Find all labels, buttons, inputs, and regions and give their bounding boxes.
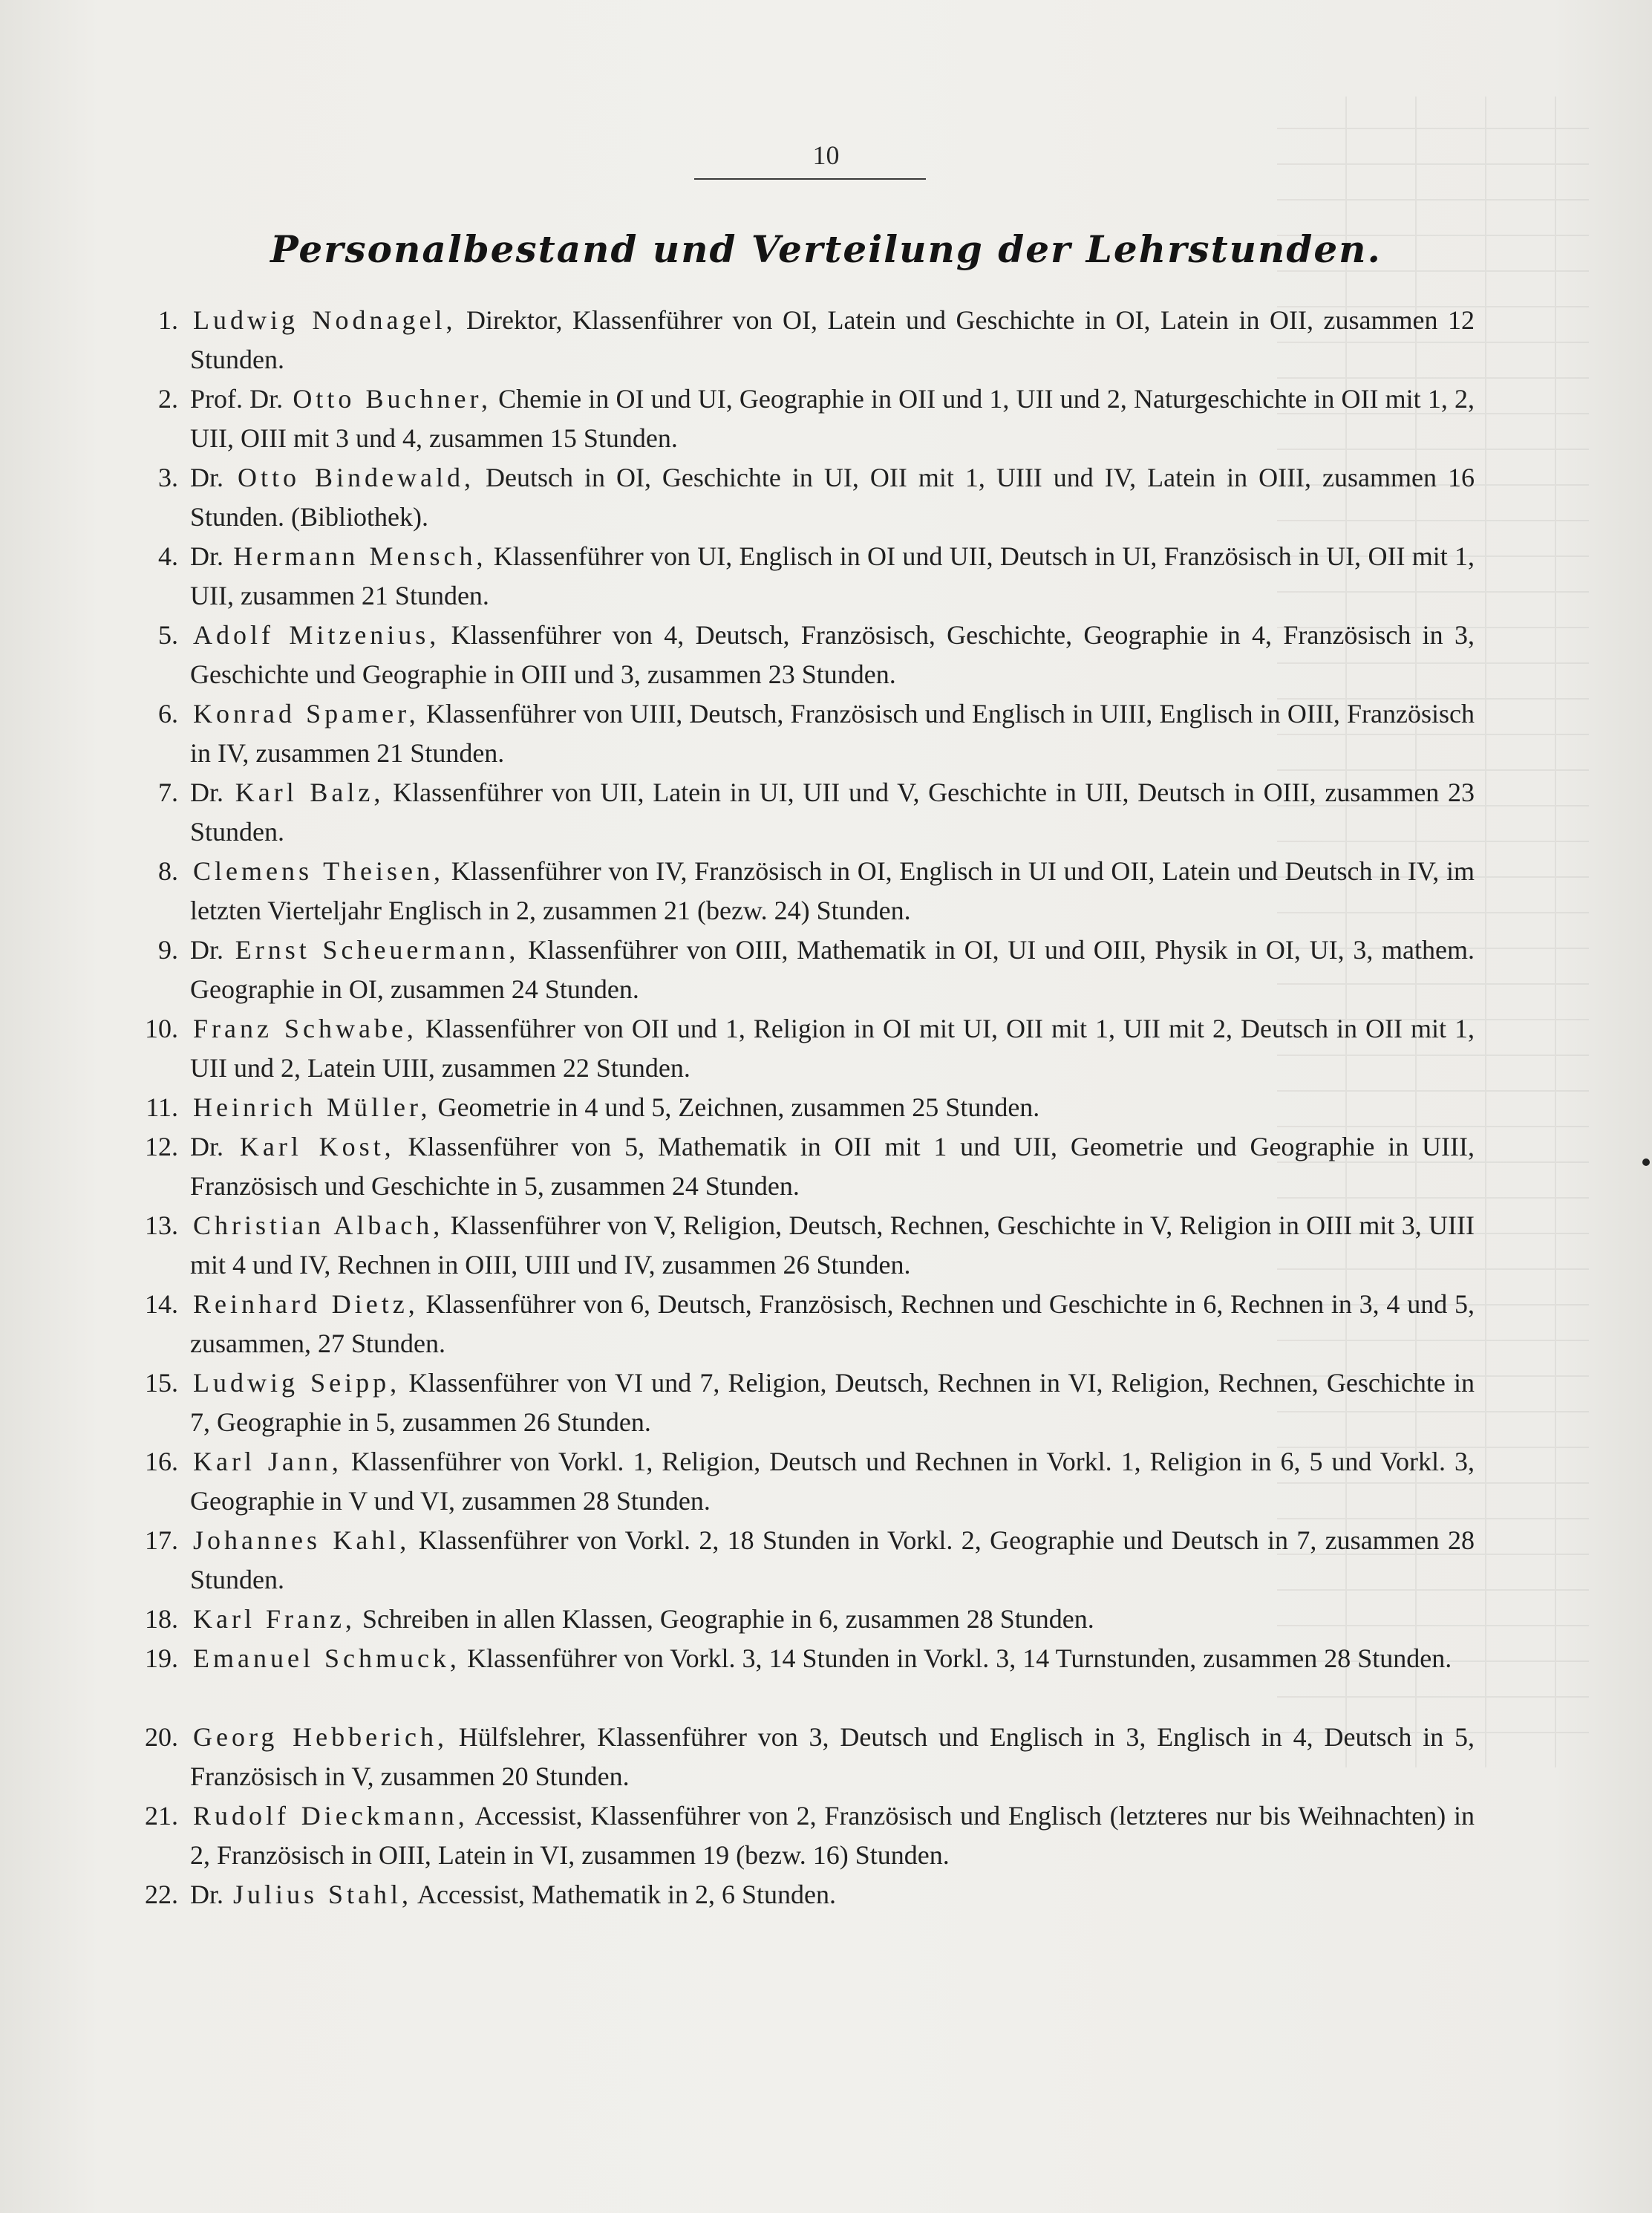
entry-name: Hermann Mensch, (233, 541, 487, 571)
entry-description: Klassenführer von VI und 7, Religion, Deutsch, Rechnen in VI, Religion, Rechnen, Geschichte in 7, Geographie in 5, zusammen 26 Stunden. (190, 1368, 1475, 1437)
entry-text (190, 616, 1475, 694)
entry-text (190, 458, 1475, 537)
entry-number: 10. (145, 1014, 178, 1043)
entry-description: Klassenführer von UI, Englisch in OI und UII, Deutsch in UI, Französisch in UI, OII mit 1, UII, zusammen 21 Stunden. (190, 541, 1475, 610)
entry-name: Ludwig Seipp, (193, 1368, 401, 1398)
entry-name: Konrad Spamer, (193, 699, 419, 729)
entry-number: 4. (158, 541, 178, 571)
entry-prefix: Dr. (190, 935, 223, 965)
entry-prefix: Dr. (190, 778, 223, 807)
entry-number: 15. (145, 1368, 178, 1398)
entry-text (190, 1088, 1475, 1127)
page-number-rule (694, 178, 926, 180)
entry-name: Karl Balz, (235, 778, 385, 807)
page-number: 10 (812, 140, 840, 170)
entry-description: Direktor, Klassenführer von OI, Latein und Geschichte in OI, Latein in OII, zusammen 12 Stunden. (190, 305, 1475, 374)
entry-text (190, 1442, 1475, 1521)
entry-text (190, 1718, 1475, 1796)
staff-entry-13 (0, 1206, 1652, 1285)
entry-name: Karl Kost, (239, 1132, 395, 1161)
entry-name: Franz Schwabe, (193, 1014, 417, 1043)
entry-description: Accessist, Klassenführer von 2, Französisch und Englisch (letzteres nur bis Weihnachten) in 2, Französisch in OIII, Latein in VI, zusammen 19 (bezw. 16) Stunden. (190, 1801, 1475, 1870)
page-title: Personalbestand und Verteilung der Lehrstunden. (270, 227, 1382, 271)
entry-name: Ludwig Nodnagel, (193, 305, 457, 335)
entry-description: Deutsch in OI, Geschichte in UI, OII mit 1, UIII und IV, Latein in OIII, zusammen 16 Stunden. (Bibliothek). (190, 463, 1475, 532)
entry-number: 5. (158, 620, 178, 650)
entry-prefix: Dr. (190, 541, 223, 571)
staff-entry-3 (0, 458, 1652, 537)
entry-number: 1. (158, 305, 178, 335)
entry-description: Klassenführer von Vorkl. 1, Religion, Deutsch und Rechnen in Vorkl. 1, Religion in 6, 5 und Vorkl. 3, Geographie in V und VI, zusammen 28 Stunden. (190, 1447, 1475, 1516)
staff-entry-22 (0, 1875, 1652, 1914)
entry-description: Klassenführer von 4, Deutsch, Französisch, Geschichte, Geographie in 4, Französisch in 3, Geschichte und Geographie in OIII und 3, zusammen 23 Stunden. (190, 620, 1475, 689)
entry-number: 16. (145, 1447, 178, 1476)
staff-entry-21 (0, 1796, 1652, 1875)
entry-number: 20. (145, 1722, 178, 1752)
staff-entry-8 (0, 852, 1652, 930)
entry-name: Ernst Scheuermann, (235, 935, 520, 965)
entry-name: Georg Hebberich, (193, 1722, 448, 1752)
entry-number: 13. (145, 1210, 178, 1240)
staff-list (0, 301, 1652, 1914)
staff-entry-16 (0, 1442, 1652, 1521)
entry-text (190, 1875, 1475, 1914)
entry-name: Emanuel Schmuck, (193, 1643, 460, 1673)
entry-name: Clemens Theisen, (193, 856, 445, 886)
staff-entry-19 (0, 1639, 1652, 1718)
staff-entry-15 (0, 1363, 1652, 1442)
entry-name: Adolf Mitzenius, (193, 620, 440, 650)
entry-description: Chemie in OI und UI, Geographie in OII und 1, UII und 2, Naturgeschichte in OII mit 1, 2, UII, OIII mit 3 und 4, zusammen 15 Stunden. (190, 384, 1475, 453)
entry-prefix: Dr. (190, 1880, 223, 1909)
staff-entry-14 (0, 1285, 1652, 1363)
entry-number: 19. (145, 1643, 178, 1673)
entry-description: Klassenführer von Vorkl. 2, 18 Stunden in Vorkl. 2, Geographie und Deutsch in 7, zusammen 28 Stunden. (190, 1525, 1475, 1594)
entry-prefix: Prof. Dr. (190, 384, 284, 414)
entry-description: Klassenführer von 5, Mathematik in OII mit 1 und UII, Geometrie und Geographie in UIII, Französisch und Geschichte in 5, zusammen 24 Stunden. (190, 1132, 1475, 1201)
entry-number: 9. (158, 935, 178, 965)
staff-entry-7 (0, 773, 1652, 852)
entry-text (190, 930, 1475, 1009)
entry-name: Heinrich Müller, (193, 1092, 431, 1122)
entry-description: Geometrie in 4 und 5, Zeichnen, zusammen 25 Stunden. (437, 1092, 1040, 1122)
entry-name: Otto Bindewald, (238, 463, 474, 492)
entry-description: Accessist, Mathematik in 2, 6 Stunden. (417, 1880, 836, 1909)
entry-number: 14. (145, 1289, 178, 1319)
entry-text (190, 773, 1475, 852)
entry-prefix: Dr. (190, 1132, 223, 1161)
entry-number: 21. (145, 1801, 178, 1831)
entry-name: Rudolf Dieckmann, (193, 1801, 468, 1831)
staff-entry-18 (0, 1600, 1652, 1639)
entry-text (190, 1363, 1475, 1442)
margin-ink-dot (1642, 1158, 1650, 1166)
entry-number: 18. (145, 1604, 178, 1634)
entry-text (190, 1600, 1475, 1639)
entry-name: Julius Stahl, (233, 1880, 413, 1909)
entry-description: Hülfslehrer, Klassenführer von 3, Deutsch und Englisch in 3, Englisch in 4, Deutsch in 5, Französisch in V, zusammen 20 Stunden. (190, 1722, 1475, 1791)
entry-text (190, 1796, 1475, 1875)
entry-text (190, 1206, 1475, 1285)
entry-number: 8. (158, 856, 178, 886)
entry-name: Karl Jann, (193, 1447, 342, 1476)
staff-entry-6 (0, 694, 1652, 773)
staff-entry-20 (0, 1718, 1652, 1796)
entry-description: Klassenführer von UIII, Deutsch, Französisch und Englisch in UIII, Englisch in OIII, Französisch in IV, zusammen 21 Stunden. (190, 699, 1475, 768)
entry-number: 2. (158, 384, 178, 414)
entry-text (190, 379, 1475, 458)
entry-name: Karl Franz, (193, 1604, 356, 1634)
staff-entry-12 (0, 1127, 1652, 1206)
entry-description: Schreiben in allen Klassen, Geographie in 6, zusammen 28 Stunden. (362, 1604, 1094, 1634)
entry-description: Klassenführer von OII und 1, Religion in OI mit UI, OII mit 1, UII mit 2, Deutsch in OII mit 1, UII und 2, Latein UIII, zusammen 22 Stunden. (190, 1014, 1475, 1083)
staff-entry-1 (0, 301, 1652, 379)
entry-text (190, 852, 1475, 930)
staff-entry-17 (0, 1521, 1652, 1600)
staff-entry-10 (0, 1009, 1652, 1088)
staff-entry-2 (0, 379, 1652, 458)
entry-description: Klassenführer von 6, Deutsch, Französisch, Rechnen und Geschichte in 6, Rechnen in 3, 4 und 5, zusammen, 27 Stunden. (190, 1289, 1475, 1358)
entry-description: Klassenführer von OIII, Mathematik in OI, UI und OIII, Physik in OI, UI, 3, mathem. Geographie in OI, zusammen 24 Stunden. (190, 935, 1475, 1004)
entry-description: Klassenführer von IV, Französisch in OI, Englisch in UI und OII, Latein und Deutsch in IV, im letzten Vierteljahr Englisch in 2, zusammen 21 (bezw. 24) Stunden. (190, 856, 1475, 925)
entry-text (190, 301, 1475, 379)
entry-text (190, 1285, 1475, 1363)
entry-text (190, 694, 1475, 773)
entry-number: 3. (158, 463, 178, 492)
entry-number: 22. (145, 1880, 178, 1909)
staff-entry-4 (0, 537, 1652, 616)
entry-description: Klassenführer von V, Religion, Deutsch, Rechnen, Geschichte in V, Religion in OIII mit 3, UIII mit 4 und IV, Rechnen in OIII, UIII und IV, zusammen 26 Stunden. (190, 1210, 1475, 1280)
entry-name: Johannes Kahl, (193, 1525, 411, 1555)
entry-description: Klassenführer von UII, Latein in UI, UII und V, Geschichte in UII, Deutsch in OIII, zusammen 23 Stunden. (190, 778, 1475, 847)
entry-text (190, 1639, 1475, 1678)
entry-number: 12. (145, 1132, 178, 1161)
entry-number: 6. (158, 699, 178, 729)
entry-text (190, 1521, 1475, 1600)
staff-entry-11 (0, 1088, 1652, 1127)
entry-description: Klassenführer von Vorkl. 3, 14 Stunden in Vorkl. 3, 14 Turnstunden, zusammen 28 Stunden. (466, 1643, 1452, 1673)
entry-text (190, 1127, 1475, 1206)
entry-number: 17. (145, 1525, 178, 1555)
entry-name: Reinhard Dietz, (193, 1289, 419, 1319)
entry-name: Otto Buchner, (293, 384, 492, 414)
staff-entry-9 (0, 930, 1652, 1009)
entry-name: Christian Albach, (193, 1210, 444, 1240)
entry-text (190, 537, 1475, 616)
entry-text (190, 1009, 1475, 1088)
entry-number: 11. (146, 1092, 178, 1122)
entry-prefix: Dr. (190, 463, 223, 492)
entry-number: 7. (158, 778, 178, 807)
staff-entry-5 (0, 616, 1652, 694)
